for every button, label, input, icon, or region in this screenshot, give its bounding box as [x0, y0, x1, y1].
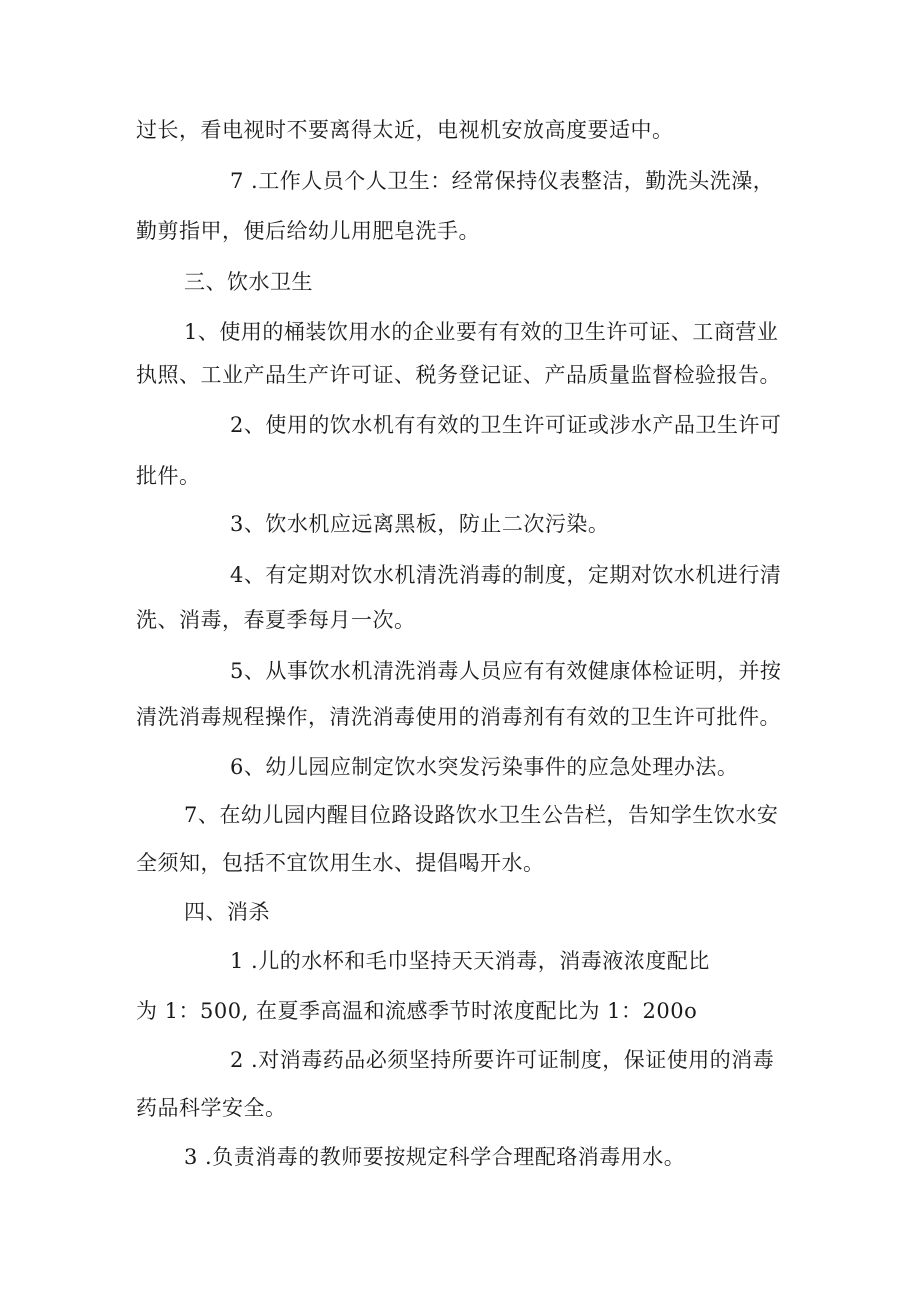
text-line: 3、饮水机应远离黑板，防止二次污染。: [230, 512, 610, 536]
text-line: 洗、消毒，春夏季每月一次。: [136, 608, 416, 632]
text-line: 清洗消毒规程操作，清洗消毒使用的消毒剂有有效的卫生许可批件。: [136, 705, 781, 729]
text-line: 药品科学安全。: [136, 1096, 287, 1120]
text-line: 3 .负责消毒的教师要按规定科学合理配珞消毒用水。: [184, 1145, 686, 1169]
text-line: 过长，看电视时不要离得太近，电视机安放高度要适中。: [136, 118, 674, 142]
section-heading: 三、饮水卫生: [184, 270, 313, 294]
text-line: 批件。: [136, 464, 201, 488]
text-line: 4、有定期对饮水机清洗消毒的制度，定期对饮水机进行清: [230, 563, 782, 587]
text-line: 执照、工业产品生产许可证、税务登记证、产品质量监督检验报告。: [136, 363, 781, 387]
text-line: 7、在幼儿园内醒目位路设路饮水卫生公告栏，告知学生饮水安: [184, 803, 779, 827]
text-line: 2、使用的饮水机有有效的卫生许可证或涉水产品卫生许可: [230, 413, 782, 437]
text-line: 6、幼儿园应制定饮水突发污染事件的应急处理办法。: [230, 755, 739, 779]
text-line: 勤剪指甲，便后给幼儿用肥皂洗手。: [136, 219, 480, 243]
text-line: 1 .儿的水杯和毛巾坚持天天消毒，消毒液浓度配比: [230, 949, 710, 973]
text-line: 全须知，包括不宜饮用生水、提倡喝开水。: [136, 851, 545, 875]
text-line: 2 .对消毒药品必须坚持所要许可证制度，保证使用的消毒: [230, 1048, 775, 1072]
section-heading: 四、消杀: [184, 900, 270, 924]
text-line: 为 1：500, 在夏季高温和流感季节时浓度配比为 1：200o: [136, 999, 698, 1023]
text-line: 5、从事饮水机清洗消毒人员应有有效健康体检证明，并按: [230, 659, 782, 683]
text-line: 1、使用的桶装饮用水的企业要有有效的卫生许可证、工商营业: [184, 320, 779, 344]
text-line: 7 .工作人员个人卫生：经常保持仪表整洁，勤洗头洗澡，: [230, 169, 775, 193]
